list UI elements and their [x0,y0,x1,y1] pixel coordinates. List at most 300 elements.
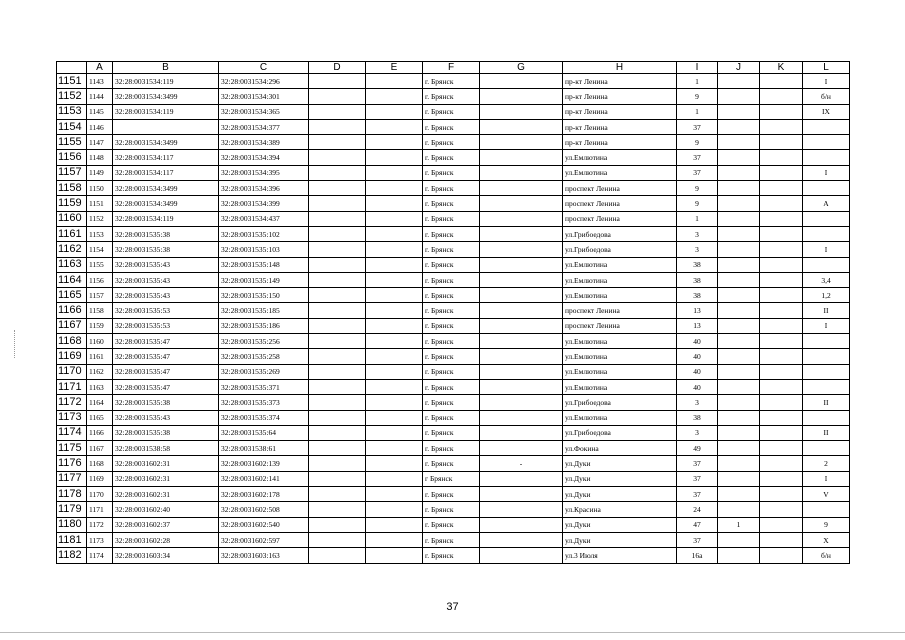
cell-b[interactable]: 32:28:0031535:38 [113,395,219,410]
cell-l[interactable] [803,364,850,379]
cell-l[interactable]: I [803,318,850,333]
cell-i[interactable]: 49 [677,441,718,456]
cell-e[interactable] [366,135,423,150]
cell-k[interactable] [760,303,803,318]
cell-d[interactable] [309,257,366,272]
cell-k[interactable] [760,119,803,134]
cell-d[interactable] [309,211,366,226]
cell-g[interactable] [480,119,563,134]
cell-d[interactable] [309,303,366,318]
cell-k[interactable] [760,74,803,89]
cell-h[interactable]: ул.Емлютина [563,364,677,379]
cell-c[interactable]: 32:28:0031602:139 [219,456,309,471]
cell-i[interactable]: 38 [677,257,718,272]
cell-d[interactable] [309,456,366,471]
cell-i[interactable]: 13 [677,318,718,333]
cell-l[interactable] [803,379,850,394]
cell-f[interactable]: г. Брянск [423,288,480,303]
row-number[interactable]: 1160 [57,211,87,226]
row-number[interactable]: 1168 [57,334,87,349]
cell-g[interactable] [480,532,563,547]
cell-g[interactable]: - [480,456,563,471]
cell-h[interactable]: ул.Красина [563,502,677,517]
row-number[interactable]: 1174 [57,425,87,440]
cell-c[interactable]: 32:28:0031535:258 [219,349,309,364]
cell-j[interactable] [718,74,760,89]
cell-g[interactable] [480,89,563,104]
cell-b[interactable]: 32:28:0031534:119 [113,211,219,226]
cell-f[interactable]: г. Брянск [423,104,480,119]
cell-f[interactable]: г. Брянск [423,517,480,532]
cell-c[interactable]: 32:28:0031534:389 [219,135,309,150]
cell-f[interactable]: г. Брянск [423,74,480,89]
cell-i[interactable]: 37 [677,532,718,547]
cell-j[interactable] [718,181,760,196]
cell-c[interactable]: 32:28:0031535:373 [219,395,309,410]
cell-a[interactable]: 1155 [87,257,113,272]
cell-g[interactable] [480,181,563,196]
cell-b[interactable]: 32:28:0031602:31 [113,471,219,486]
cell-h[interactable]: ул.Емлютина [563,272,677,287]
cell-b[interactable]: 32:28:0031535:43 [113,272,219,287]
cell-c[interactable]: 32:28:0031603:163 [219,548,309,563]
cell-h[interactable]: пр-кт Ленина [563,89,677,104]
cell-e[interactable] [366,410,423,425]
row-number[interactable]: 1166 [57,303,87,318]
cell-g[interactable] [480,318,563,333]
cell-h[interactable]: проспект Ленина [563,211,677,226]
cell-l[interactable] [803,135,850,150]
row-number[interactable]: 1154 [57,119,87,134]
cell-g[interactable] [480,303,563,318]
cell-j[interactable] [718,211,760,226]
cell-e[interactable] [366,471,423,486]
cell-g[interactable] [480,226,563,241]
cell-h[interactable]: проспект Ленина [563,318,677,333]
cell-b[interactable]: 32:28:0031602:31 [113,487,219,502]
cell-g[interactable] [480,410,563,425]
cell-a[interactable]: 1144 [87,89,113,104]
cell-d[interactable] [309,165,366,180]
cell-e[interactable] [366,242,423,257]
cell-a[interactable]: 1145 [87,104,113,119]
cell-b[interactable]: 32:28:0031602:37 [113,517,219,532]
cell-k[interactable] [760,410,803,425]
cell-j[interactable] [718,395,760,410]
cell-e[interactable] [366,288,423,303]
cell-b[interactable]: 32:28:0031602:28 [113,532,219,547]
cell-g[interactable] [480,135,563,150]
cell-d[interactable] [309,517,366,532]
cell-b[interactable]: 32:28:0031535:47 [113,334,219,349]
column-header-a[interactable]: A [87,62,113,74]
cell-h[interactable]: ул.Емлютина [563,150,677,165]
cell-k[interactable] [760,226,803,241]
cell-i[interactable]: 9 [677,135,718,150]
cell-c[interactable]: 32:28:0031602:141 [219,471,309,486]
cell-k[interactable] [760,364,803,379]
cell-j[interactable] [718,242,760,257]
cell-j[interactable] [718,150,760,165]
cell-g[interactable] [480,242,563,257]
cell-a[interactable]: 1153 [87,226,113,241]
cell-g[interactable] [480,150,563,165]
cell-b[interactable]: 32:28:0031534:117 [113,165,219,180]
cell-g[interactable] [480,349,563,364]
cell-l[interactable]: I [803,74,850,89]
cell-h[interactable]: ул.Грибоедова [563,425,677,440]
cell-f[interactable]: г. Брянск [423,334,480,349]
cell-g[interactable] [480,425,563,440]
row-number[interactable]: 1156 [57,150,87,165]
cell-f[interactable]: г. Брянск [423,441,480,456]
cell-d[interactable] [309,425,366,440]
cell-f[interactable]: г. Брянск [423,410,480,425]
cell-f[interactable]: г. Брянск [423,318,480,333]
cell-f[interactable]: г. Брянск [423,502,480,517]
cell-f[interactable]: г. Брянск [423,119,480,134]
cell-g[interactable] [480,257,563,272]
cell-b[interactable]: 32:28:0031602:31 [113,456,219,471]
cell-f[interactable]: г. Брянск [423,135,480,150]
cell-d[interactable] [309,548,366,563]
cell-j[interactable] [718,104,760,119]
cell-g[interactable] [480,487,563,502]
cell-f[interactable]: г. Брянск [423,395,480,410]
cell-a[interactable]: 1157 [87,288,113,303]
cell-d[interactable] [309,364,366,379]
cell-d[interactable] [309,379,366,394]
cell-c[interactable]: 32:28:0031602:178 [219,487,309,502]
cell-h[interactable]: ул.Грибоедова [563,395,677,410]
cell-k[interactable] [760,89,803,104]
cell-k[interactable] [760,272,803,287]
cell-c[interactable]: 32:28:0031534:296 [219,74,309,89]
cell-i[interactable]: 40 [677,349,718,364]
cell-j[interactable] [718,318,760,333]
cell-f[interactable]: г. Брянск [423,211,480,226]
cell-e[interactable] [366,379,423,394]
cell-j[interactable] [718,334,760,349]
cell-a[interactable]: 1166 [87,425,113,440]
cell-j[interactable] [718,410,760,425]
cell-f[interactable]: г. Брянск [423,165,480,180]
cell-l[interactable]: V [803,487,850,502]
cell-a[interactable]: 1150 [87,181,113,196]
row-number[interactable]: 1161 [57,226,87,241]
cell-l[interactable] [803,441,850,456]
cell-h[interactable]: ул.Емлютина [563,410,677,425]
column-header-d[interactable]: D [309,62,366,74]
cell-d[interactable] [309,150,366,165]
cell-i[interactable]: 1 [677,211,718,226]
cell-h[interactable]: ул.Дуки [563,471,677,486]
cell-i[interactable]: 1 [677,104,718,119]
cell-i[interactable]: 16а [677,548,718,563]
cell-l[interactable]: I [803,242,850,257]
cell-i[interactable]: 40 [677,364,718,379]
cell-i[interactable]: 37 [677,487,718,502]
cell-h[interactable]: проспект Ленина [563,196,677,211]
cell-a[interactable]: 1147 [87,135,113,150]
cell-c[interactable]: 32:28:0031535:149 [219,272,309,287]
cell-d[interactable] [309,119,366,134]
cell-l[interactable] [803,211,850,226]
row-number[interactable]: 1178 [57,487,87,502]
cell-d[interactable] [309,135,366,150]
row-number[interactable]: 1157 [57,165,87,180]
cell-d[interactable] [309,334,366,349]
cell-d[interactable] [309,288,366,303]
cell-k[interactable] [760,242,803,257]
cell-c[interactable]: 32:28:0031535:186 [219,318,309,333]
row-number[interactable]: 1177 [57,471,87,486]
cell-h[interactable]: ул.Емлютина [563,379,677,394]
cell-e[interactable] [366,548,423,563]
cell-e[interactable] [366,257,423,272]
cell-e[interactable] [366,441,423,456]
cell-f[interactable]: г. Брянск [423,425,480,440]
cell-h[interactable]: пр-кт Ленина [563,119,677,134]
cell-b[interactable]: 32:28:0031603:34 [113,548,219,563]
cell-b[interactable]: 32:28:0031535:47 [113,364,219,379]
cell-h[interactable]: ул.Фокина [563,441,677,456]
cell-k[interactable] [760,211,803,226]
cell-b[interactable]: 32:28:0031534:3499 [113,181,219,196]
cell-j[interactable] [718,425,760,440]
cell-b[interactable]: 32:28:0031535:43 [113,288,219,303]
cell-g[interactable] [480,441,563,456]
cell-d[interactable] [309,395,366,410]
cell-i[interactable]: 38 [677,272,718,287]
cell-i[interactable]: 40 [677,379,718,394]
cell-e[interactable] [366,487,423,502]
cell-c[interactable]: 32:28:0031534:394 [219,150,309,165]
cell-g[interactable] [480,272,563,287]
cell-e[interactable] [366,517,423,532]
cell-k[interactable] [760,487,803,502]
cell-k[interactable] [760,196,803,211]
column-header-f[interactable]: F [423,62,480,74]
cell-k[interactable] [760,150,803,165]
cell-c[interactable]: 32:28:0031535:269 [219,364,309,379]
cell-f[interactable]: г. Брянск [423,349,480,364]
cell-h[interactable]: ул.Дуки [563,456,677,471]
cell-a[interactable]: 1151 [87,196,113,211]
cell-h[interactable]: ул.Емлютина [563,288,677,303]
cell-l[interactable]: 9 [803,517,850,532]
column-header-e[interactable]: E [366,62,423,74]
cell-f[interactable]: г. Брянск [423,487,480,502]
cell-a[interactable]: 1160 [87,334,113,349]
cell-l[interactable]: IX [803,104,850,119]
cell-h[interactable]: ул.Емлютина [563,334,677,349]
cell-k[interactable] [760,318,803,333]
cell-d[interactable] [309,487,366,502]
cell-g[interactable] [480,364,563,379]
cell-a[interactable]: 1163 [87,379,113,394]
cell-a[interactable]: 1172 [87,517,113,532]
cell-c[interactable]: 32:28:0031535:103 [219,242,309,257]
cell-j[interactable] [718,441,760,456]
cell-e[interactable] [366,226,423,241]
cell-h[interactable]: ул.Емлютина [563,165,677,180]
cell-b[interactable]: 32:28:0031602:40 [113,502,219,517]
cell-e[interactable] [366,74,423,89]
cell-d[interactable] [309,242,366,257]
cell-f[interactable]: г. Брянск [423,242,480,257]
cell-j[interactable]: 1 [718,517,760,532]
cell-c[interactable]: 32:28:0031602:508 [219,502,309,517]
cell-i[interactable]: 47 [677,517,718,532]
cell-g[interactable] [480,502,563,517]
cell-j[interactable] [718,364,760,379]
cell-d[interactable] [309,502,366,517]
row-number[interactable]: 1163 [57,257,87,272]
row-number[interactable]: 1172 [57,395,87,410]
cell-a[interactable]: 1167 [87,441,113,456]
column-header-j[interactable]: J [718,62,760,74]
cell-l[interactable]: б/н [803,548,850,563]
cell-e[interactable] [366,181,423,196]
cell-b[interactable]: 32:28:0031535:53 [113,303,219,318]
cell-a[interactable]: 1143 [87,74,113,89]
cell-i[interactable]: 3 [677,226,718,241]
cell-i[interactable]: 9 [677,181,718,196]
cell-c[interactable]: 32:28:0031534:301 [219,89,309,104]
cell-k[interactable] [760,425,803,440]
cell-e[interactable] [366,456,423,471]
cell-f[interactable]: г. Брянск [423,150,480,165]
cell-f[interactable]: г. Брянск [423,303,480,318]
cell-g[interactable] [480,165,563,180]
cell-l[interactable]: 1,2 [803,288,850,303]
cell-d[interactable] [309,349,366,364]
cell-i[interactable]: 3 [677,425,718,440]
cell-i[interactable]: 1 [677,74,718,89]
cell-l[interactable]: II [803,395,850,410]
cell-j[interactable] [718,456,760,471]
cell-c[interactable]: 32:28:0031535:256 [219,334,309,349]
cell-b[interactable]: 32:28:0031538:58 [113,441,219,456]
cell-j[interactable] [718,349,760,364]
cell-l[interactable]: II [803,303,850,318]
row-number[interactable]: 1151 [57,74,87,89]
cell-l[interactable]: A [803,196,850,211]
cell-i[interactable]: 37 [677,456,718,471]
row-number[interactable]: 1155 [57,135,87,150]
row-number[interactable]: 1181 [57,532,87,547]
cell-d[interactable] [309,196,366,211]
row-number[interactable]: 1158 [57,181,87,196]
row-number[interactable]: 1167 [57,318,87,333]
column-header-i[interactable]: I [677,62,718,74]
cell-j[interactable] [718,471,760,486]
cell-b[interactable]: 32:28:0031534:119 [113,104,219,119]
cell-l[interactable]: I [803,471,850,486]
cell-d[interactable] [309,272,366,287]
cell-a[interactable]: 1168 [87,456,113,471]
column-header-c[interactable]: C [219,62,309,74]
cell-e[interactable] [366,349,423,364]
cell-j[interactable] [718,303,760,318]
cell-f[interactable]: г. Брянск [423,181,480,196]
cell-c[interactable]: 32:28:0031602:540 [219,517,309,532]
cell-h[interactable]: ул.Емлютина [563,349,677,364]
cell-k[interactable] [760,165,803,180]
cell-h[interactable]: пр-кт Ленина [563,135,677,150]
cell-h[interactable]: проспект Ленина [563,181,677,196]
cell-k[interactable] [760,334,803,349]
cell-a[interactable]: 1171 [87,502,113,517]
cell-d[interactable] [309,471,366,486]
cell-a[interactable]: 1159 [87,318,113,333]
cell-i[interactable]: 24 [677,502,718,517]
cell-k[interactable] [760,349,803,364]
cell-l[interactable] [803,226,850,241]
cell-l[interactable]: б/н [803,89,850,104]
cell-i[interactable]: 40 [677,334,718,349]
cell-b[interactable]: 32:28:0031535:47 [113,349,219,364]
column-header-l[interactable]: L [803,62,850,74]
row-number[interactable]: 1165 [57,288,87,303]
cell-b[interactable]: 32:28:0031535:38 [113,425,219,440]
cell-c[interactable]: 32:28:0031534:437 [219,211,309,226]
cell-i[interactable]: 37 [677,471,718,486]
cell-k[interactable] [760,441,803,456]
cell-b[interactable]: 32:28:0031535:38 [113,226,219,241]
row-number[interactable]: 1173 [57,410,87,425]
cell-f[interactable]: г. Брянск [423,272,480,287]
cell-f[interactable]: г. Брянск [423,364,480,379]
cell-i[interactable]: 37 [677,165,718,180]
cell-c[interactable]: 32:28:0031534:396 [219,181,309,196]
cell-e[interactable] [366,318,423,333]
cell-f[interactable]: г. Брянск [423,548,480,563]
cell-h[interactable]: ул.3 Июля [563,548,677,563]
cell-a[interactable]: 1170 [87,487,113,502]
cell-e[interactable] [366,502,423,517]
cell-f[interactable]: г. Брянск [423,456,480,471]
cell-j[interactable] [718,487,760,502]
cell-l[interactable] [803,257,850,272]
cell-f[interactable]: г. Брянск [423,379,480,394]
corner-header[interactable] [57,62,87,74]
cell-l[interactable] [803,119,850,134]
cell-k[interactable] [760,257,803,272]
cell-j[interactable] [718,272,760,287]
cell-g[interactable] [480,471,563,486]
cell-j[interactable] [718,288,760,303]
cell-g[interactable] [480,288,563,303]
cell-k[interactable] [760,135,803,150]
cell-c[interactable]: 32:28:0031534:365 [219,104,309,119]
cell-k[interactable] [760,181,803,196]
row-number[interactable]: 1153 [57,104,87,119]
cell-j[interactable] [718,89,760,104]
cell-d[interactable] [309,226,366,241]
cell-b[interactable]: 32:28:0031534:117 [113,150,219,165]
cell-a[interactable]: 1148 [87,150,113,165]
cell-i[interactable]: 38 [677,410,718,425]
cell-b[interactable]: 32:28:0031535:38 [113,242,219,257]
cell-d[interactable] [309,74,366,89]
cell-f[interactable]: г Брянск [423,471,480,486]
cell-g[interactable] [480,379,563,394]
cell-e[interactable] [366,334,423,349]
cell-i[interactable]: 37 [677,119,718,134]
row-number[interactable]: 1176 [57,456,87,471]
